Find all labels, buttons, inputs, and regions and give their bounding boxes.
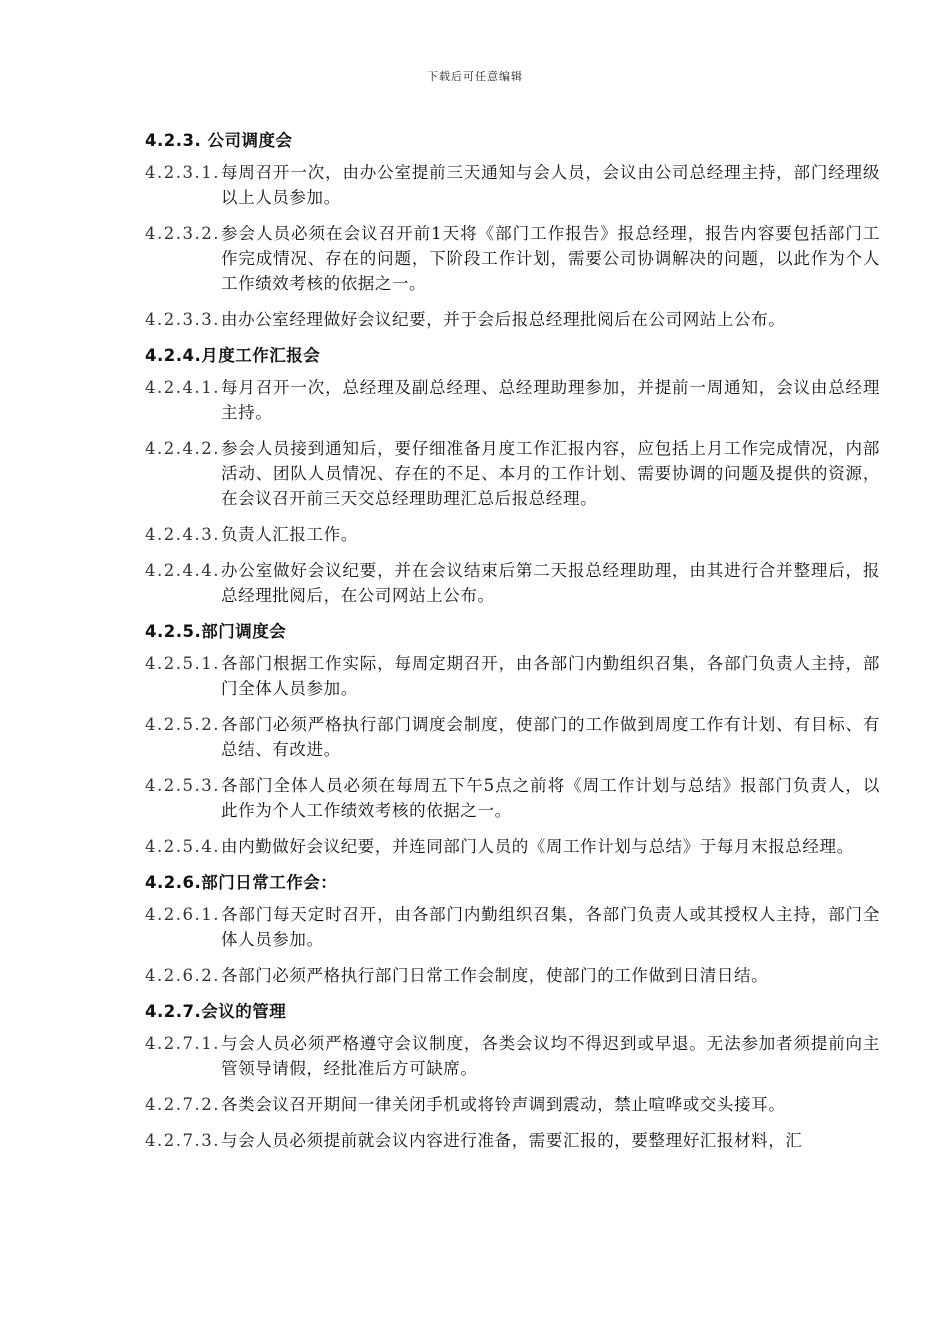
item-number: 4.2.6.2. [145,966,220,985]
item-text: 由办公室经理做好会议纪要，并于会后报总经理批阅后在公司网站上公布。 [221,310,786,329]
item-text: 每周召开一次，由办公室提前三天通知与会人员，会议由公司总经理主持，部门经理级以上人员参加。 [221,163,880,207]
list-item [145,902,880,952]
list-item [145,307,880,332]
section-heading: 4.2.3. 公司调度会 [145,131,293,150]
item-number: 4.2.5.1. [145,654,220,673]
list-item [145,375,880,425]
item-number: 4.2.5.3. [145,776,220,795]
item-text: 与会人员必须严格遵守会议制度，各类会议均不得迟到或早退。无法参加者须提前向主管领导请假，经批准后方可缺席。 [221,1034,880,1078]
item-text: 各类会议召开期间一律关闭手机或将铃声调到震动，禁止喧哗或交头接耳。 [221,1095,786,1114]
item-number: 4.2.7.2. [145,1095,220,1114]
item-number: 4.2.4.1. [145,378,220,397]
item-text: 负责人汇报工作。 [221,525,358,544]
item-text: 各部门根据工作实际，每周定期召开，由各部门内勤组织召集，各部门负责人主持，部门全体人员参加。 [221,654,880,698]
item-number: 4.2.7.1. [145,1034,220,1053]
list-item [145,1092,880,1117]
list-item [145,522,880,547]
item-text: 每月召开一次，总经理及副总经理、总经理助理参加，并提前一周通知，会议由总经理主持。 [221,378,880,422]
item-text: 由内勤做好会议纪要，并连同部门人员的《周工作计划与总结》于每月末报总经理。 [221,837,854,856]
item-text: 各部门每天定时召开，由各部门内勤组织召集，各部门负责人或其授权人主持，部门全体人员参加。 [221,905,880,949]
item-number: 4.2.4.4. [145,561,220,580]
item-text: 各部门必须严格执行部门调度会制度，使部门的工作做到周度工作有计划、有目标、有总结、有改进。 [221,715,880,759]
section-heading: 4.2.5.部门调度会 [145,622,287,641]
list-item [145,651,880,701]
list-item [145,160,880,210]
list-item [145,834,880,859]
item-text: 各部门必须严格执行部门日常工作会制度，使部门的工作做到日清日结。 [221,966,769,985]
item-number: 4.2.4.2. [145,439,220,458]
item-text: 与会人员必须提前就会议内容进行准备，需要汇报的，要整理好汇报材料，汇 [221,1131,803,1150]
list-item [145,558,880,608]
list-item [145,773,880,823]
item-number: 4.2.3.3. [145,310,220,329]
item-text: 参会人员接到通知后，要仔细准备月度工作汇报内容，应包括上月工作完成情况，内部活动、团队人员情况、存在的不足、本月的工作计划、需要协调的问题及提供的资源，在会议召开前三天交总经理助理汇总后报总经理。 [221,439,880,508]
item-number: 4.2.3.1. [145,163,220,182]
section-heading: 4.2.7.会议的管理 [145,1002,287,1021]
item-text: 各部门全体人员必须在每周五下午5点之前将《周工作计划与总结》报部门负责人，以此作为个人工作绩效考核的依据之一。 [221,776,880,820]
list-item [145,436,880,511]
page-header-note: 下载后可任意编辑 [427,70,523,83]
list-item [145,712,880,762]
list-item [145,1128,880,1153]
document-body [145,122,880,1164]
item-number: 4.2.7.3. [145,1131,220,1150]
section-heading: 4.2.4.月度工作汇报会 [145,346,321,365]
list-item [145,221,880,296]
item-number: 4.2.5.2. [145,715,220,734]
item-text: 办公室做好会议纪要，并在会议结束后第二天报总经理助理，由其进行合并整理后，报总经理批阅后，在公司网站上公布。 [221,561,880,605]
item-number: 4.2.5.4. [145,837,220,856]
list-item [145,963,880,988]
item-number: 4.2.6.1. [145,905,220,924]
list-item [145,1031,880,1081]
item-number: 4.2.3.2. [145,224,220,243]
item-text: 参会人员必须在会议召开前1天将《部门工作报告》报总经理，报告内容要包括部门工作完成情况、存在的问题，下阶段工作计划，需要公司协调解决的问题，以此作为个人工作绩效考核的依据之一。 [221,224,880,293]
item-number: 4.2.4.3. [145,525,220,544]
section-heading: 4.2.6.部门日常工作会： [145,873,338,892]
